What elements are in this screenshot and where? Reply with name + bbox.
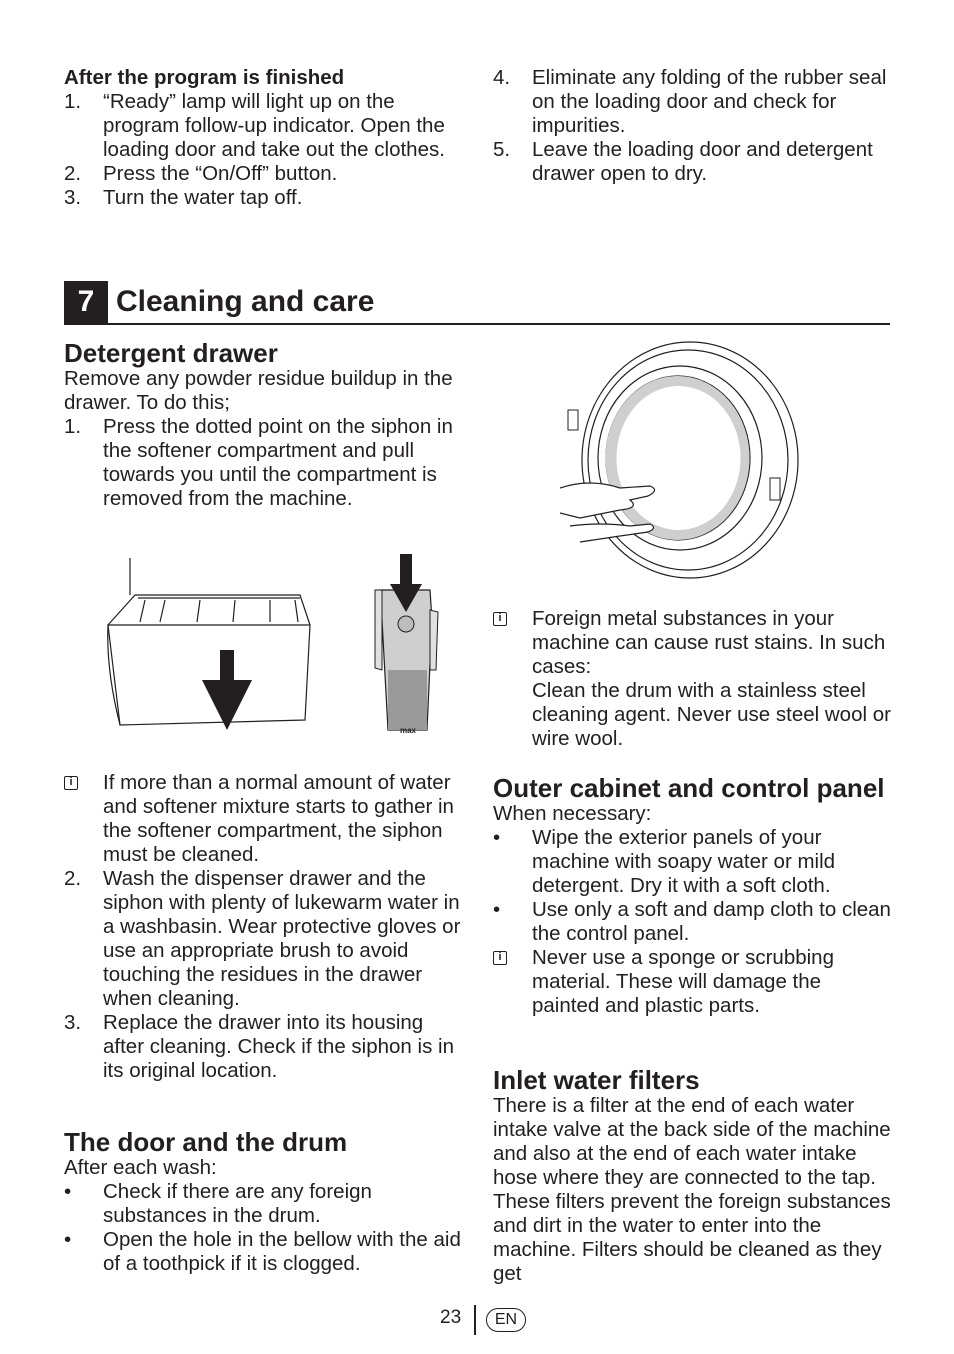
list-item [64,1011,464,1083]
list-text: Eliminate any folding of the rubber seal on the loading door and check for impurities. [532,66,887,137]
info-icon: i [493,951,507,965]
list-text: Leave the loading door and detergent drawer open to dry. [532,138,873,185]
list-item [64,186,464,210]
list-number: 2. [64,162,82,185]
list-text: Wash the dispenser drawer and the siphon with plenty of lukewarm water in a washbasin. Wear protective gloves or use an appropriate brush to avoid touching the residues in the drawer when cleaning. [103,867,461,1010]
list-item [64,162,464,186]
drawer-illustration [100,550,450,740]
note-text: Clean the drum with a stainless steel cleaning agent. Never use steel wool or wire wool. [532,679,891,750]
page-number: 23 [440,1307,462,1328]
detergent-section [64,339,464,511]
list-number: 5. [493,138,511,161]
bullet-item [64,1228,464,1276]
list-number: 1. [64,415,82,438]
list-text: Turn the water tap off. [103,186,303,209]
bullet-item [64,1180,464,1228]
list-number: 3. [64,186,82,209]
note-item [493,607,893,751]
bullet-item [493,826,893,898]
bullet-icon: • [64,1180,72,1203]
list-item [493,138,893,186]
door-intro: After each wash: [64,1156,217,1179]
list-number: 4. [493,66,511,89]
hand-icon [560,483,655,518]
note-item [493,946,893,1018]
bullet-item [493,898,893,946]
list-number: 3. [64,1011,82,1034]
filters-text: There is a filter at the end of each water intake valve at the back side of the machine and also at the end of each water intake hose where they are connected to the tap. These filters prevent the foreign substances and dirt in the water to enter into the machine. Filters should be cleaned as they get [493,1094,891,1285]
top-left-column [64,66,464,210]
note-text: Foreign metal substances in your machine can cause rust stains. In such cases: [532,607,886,678]
drum-note [493,607,893,751]
note-text: Never use a sponge or scrubbing material. These will damage the painted and plastic parts. [532,946,834,1017]
detergent-heading: Detergent drawer [64,338,278,368]
detergent-intro: Remove any powder residue buildup in the drawer. To do this; [64,367,453,414]
section-number: 7 [64,281,108,323]
detergent-continued [64,771,464,1083]
list-item [64,415,464,511]
drum-illustration [560,338,800,583]
list-number: 1. [64,90,82,113]
bullet-icon: • [64,1228,72,1251]
bullet-icon: • [493,826,501,849]
language-badge: EN [486,1308,526,1332]
list-text: Press the dotted point on the siphon in the softener compartment and pull towards you until the compartment is removed from the machine. [103,415,453,510]
list-item [64,90,464,162]
list-text: Press the “On/Off” button. [103,162,338,185]
top-right-column [493,66,893,186]
note-item [64,771,464,867]
note-text: If more than a normal amount of water and softener mixture starts to gather in the softener compartment, the siphon must be cleaned. [103,771,454,866]
cabinet-section [493,774,893,1018]
bullet-text: Check if there are any foreign substances in the drum. [103,1180,372,1227]
filters-heading: Inlet water filters [493,1065,700,1095]
list-number: 2. [64,867,82,890]
footer-divider [474,1305,476,1335]
info-icon: i [493,612,507,626]
bullet-text: Open the hole in the bellow with the aid of a toothpick if it is clogged. [103,1228,461,1275]
siphon-figure [375,554,438,735]
door-section [64,1128,464,1276]
down-arrow-icon [202,650,252,730]
bullet-text: Wipe the exterior panels of your machine with soapy water or mild detergent. Dry it with a soft cloth. [532,826,836,897]
filters-section [493,1066,893,1286]
cabinet-intro: When necessary: [493,802,652,825]
finished-heading: After the program is finished [64,66,345,89]
bullet-text: Use only a soft and damp cloth to clean the control panel. [532,898,891,945]
section-header [64,281,890,325]
list-text: Replace the drawer into its housing after cleaning. Check if the siphon is in its original location. [103,1011,454,1082]
cabinet-heading: Outer cabinet and control panel [493,773,885,803]
info-icon: i [64,776,78,790]
list-text: “Ready” lamp will light up on the program follow-up indicator. Open the loading door and take out the clothes. [103,90,445,161]
section-title: Cleaning and care [116,285,375,318]
list-item [493,66,893,138]
max-label: max [399,726,417,735]
list-item [64,867,464,1011]
door-heading: The door and the drum [64,1127,348,1157]
bullet-icon: • [493,898,501,921]
